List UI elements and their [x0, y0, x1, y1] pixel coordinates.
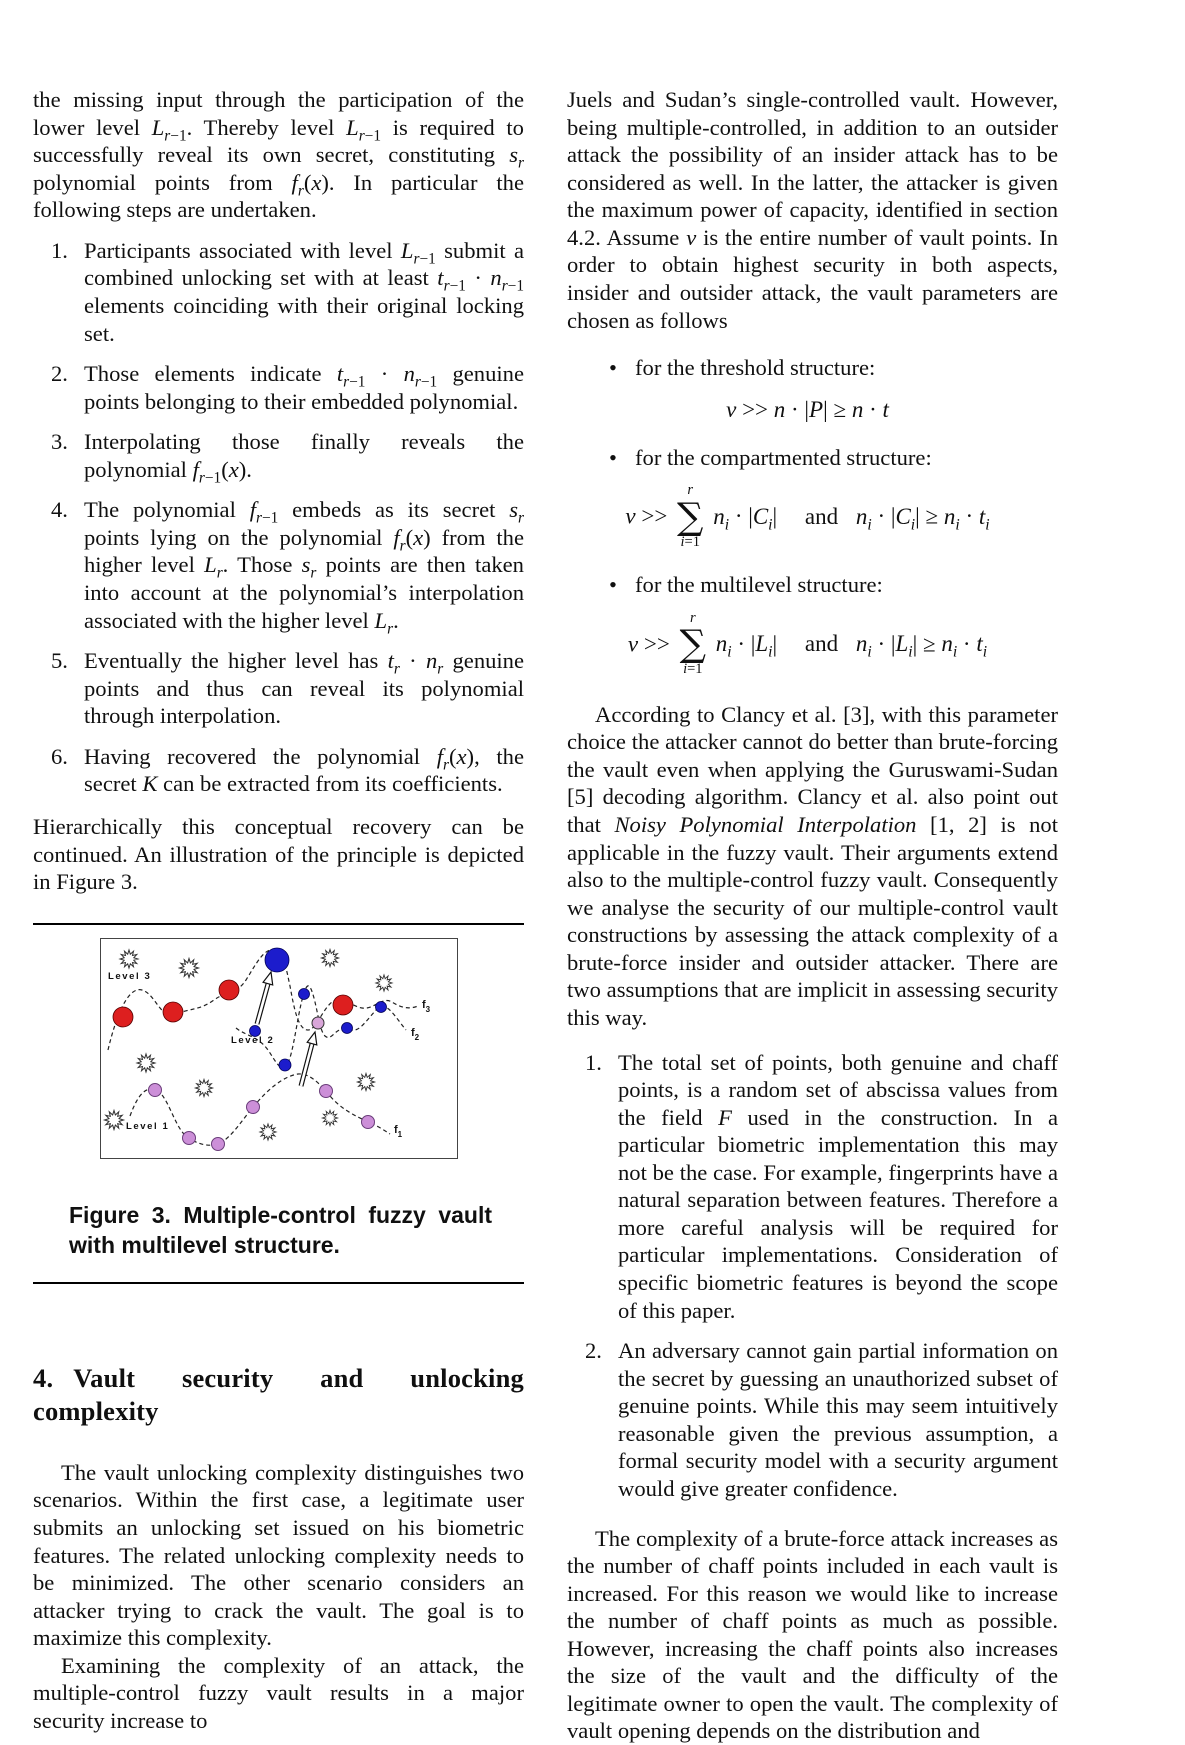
list-item [33, 743, 524, 798]
bullet-text: for the compartmented structure: [635, 444, 932, 470]
list-text: Those elements indicate $t_{r-1} \cdot n_{r-1}$ genuine points belonging to their embedded polynomial. [84, 361, 525, 414]
f1-label: $f_1$ [393, 1123, 402, 1139]
level3-label: Level 3 [107, 970, 151, 982]
bullet-marker: • [609, 355, 617, 381]
bullet-item [567, 444, 1058, 472]
level2-label: Level 2 [230, 1034, 274, 1046]
paragraph: the missing input through the participation of the lower level $L_{r-1}$. Thereby level $L_{r-1}$ is required to successfully reveal its own secret, constituting $s_r$ polynomial points from $f_r(x)$. In particular the following steps are undertaken. [33, 87, 524, 223]
list-item [33, 237, 524, 347]
paragraph: Examining the complexity of an attack, the multiple-control fuzzy vault results in a major security increase to [33, 1652, 524, 1733]
list-text: Participants associated with level $L_{r-1}$ submit a combined unlocking set with at least $t_{r-1} \cdot n_{r-1}$ elements coinciding with their original locking set. [84, 237, 525, 346]
list-text: The polynomial $f_{r-1}$ embeds as its secret $s_r$ points lying on the polynomial $f_r(x)$ from the higher level $L_r$. Those $s_r$ points are then taken into account at the polynomial’s interpolation associated with the higher level $L_r$. [84, 497, 525, 638]
paragraph: Juels and Sudan’s single-controlled vault. However, being multiple-controlled, in addition to an outsider attack the possibility of an insider attack has to be considered as well. In the latter, the attacker is given the maximum power of capacity, identified in section 4.2. Assume v is the entire number of vault points. In order to obtain highest security in both aspects, insider and outsider attack, the vault parameters are chosen as follows [567, 87, 1058, 333]
secret-point-level2 [312, 1017, 324, 1029]
list-number: 6. [51, 743, 68, 769]
list-number: 2. [51, 361, 68, 387]
list-number: 2. [585, 1338, 602, 1364]
list-number: 1. [51, 237, 68, 263]
list-item [33, 428, 524, 487]
paragraph: The complexity of a brute-force attack increases as the number of chaff points included in each vault is increased. For this reason we would like to increase the number of chaff points as much as possible. However, increasing the chaff points also increases the size of the vault and the difficulty of the legitimate owner to open the vault. The complexity of vault opening depends on the distribution and [567, 1525, 1058, 1744]
figure-top-rule [33, 923, 524, 925]
structure-bullets [567, 354, 1058, 679]
revealed-secret-point [265, 948, 289, 972]
bullet-text: for the threshold structure: [635, 355, 876, 381]
list-item [33, 360, 524, 415]
figure-caption: Figure 3. Multiple-control fuzzy vault with multilevel structure. [69, 1201, 492, 1259]
equation-multilevel: v >> r ∑ i=1 $n_i \cdot |L_i|$ and $n_i \cdot |L_i| \ge n_i \cdot t_i$ [627, 609, 988, 678]
bullet-text: for the multilevel structure: [635, 572, 883, 598]
list-text: An adversary cannot gain partial information on the secret by guessing an unauthorized subset of genuine points. While this may seem intuitively reasonable given the previous assumption, a formal security model with a security argument would give greater confidence. [618, 1338, 1058, 1501]
list-number: 4. [51, 497, 68, 523]
list-text: Eventually the higher level has $t_r \cdot n_r$ genuine points and thus can reveal its polynomial through interpolation. [84, 648, 525, 729]
list-item [33, 496, 525, 638]
equation-threshold: v >> n · |P| ≥ n · t [726, 396, 889, 422]
bullet-marker: • [609, 572, 617, 598]
list-number: 1. [585, 1049, 602, 1075]
bullet-item [567, 571, 1058, 599]
list-item [567, 1337, 1058, 1502]
right-column [567, 86, 1058, 1745]
paragraph: Hierarchically this conceptual recovery can be continued. An illustration of the principle is depicted in Figure 3. [33, 813, 524, 895]
list-text: Interpolating those finally reveals the polynomial $f_{r-1}(x)$. [84, 429, 524, 487]
f3-label: $f_3$ [421, 998, 430, 1014]
section-title: Vault security and unlocking complexity [33, 1363, 524, 1426]
list-text: The total set of points, both genuine and chaff points, is a random set of abscissa values from the field F used in the construction. In a particular biometric implementation this may not be the case. For example, fingerprints have a natural separation between features. Therefore a more careful analysis will be required for particular implementations. Consideration of specific biometric features is beyond the scope of this paper. [618, 1049, 1058, 1323]
section-number: 4. [33, 1363, 54, 1394]
paragraph: According to Clancy et al. [3], with this parameter choice the attacker cannot do better than brute-forcing the vault even when applying the Guruswami-Sudan [5] decoding algorithm. Clancy et al. also point out that Noisy Polynomial Interpolation [1, 2] is not applicable in the fuzzy vault. Their arguments extend also to the multiple-control fuzzy vault. Consequently we analyse the security of our multiple-control vault constructions by assessing the attack complexity of a brute-force insider and outsider attacker. There are two assumptions that are implicit in assessing security this way. [567, 701, 1058, 1030]
multilevel-vault-figure [100, 938, 458, 1159]
list-text: Having recovered the polynomial $f_r(x)$, the secret K can be extracted from its coefficients. [84, 743, 524, 797]
list-item [567, 1049, 1058, 1325]
section-heading [33, 1362, 524, 1427]
list-item [33, 647, 524, 730]
f2-label: $f_2$ [410, 1026, 419, 1042]
list-number: 5. [51, 648, 68, 674]
left-column [33, 86, 524, 1735]
figure-3 [100, 938, 458, 1159]
assumptions-list [567, 1049, 1058, 1503]
figure-bottom-rule [33, 1282, 524, 1284]
steps-list [33, 237, 524, 798]
paragraph: The vault unlocking complexity distinguishes two scenarios. Within the first case, a legitimate user submits an unlocking set issued on his biometric features. The related unlocking complexity needs to be minimized. The other scenario considers an attacker trying to crack the vault. The goal is to maximize this complexity. [33, 1459, 524, 1651]
list-number: 3. [51, 429, 68, 455]
bullet-item [567, 354, 1058, 382]
equation-compartmented: v >> r ∑ i=1 $n_i \cdot |C_i|$ and $n_i \cdot |C_i| \ge n_i \cdot t_i$ [625, 482, 990, 550]
bullet-marker: • [609, 444, 617, 470]
level1-label: Level 1 [125, 1120, 169, 1132]
